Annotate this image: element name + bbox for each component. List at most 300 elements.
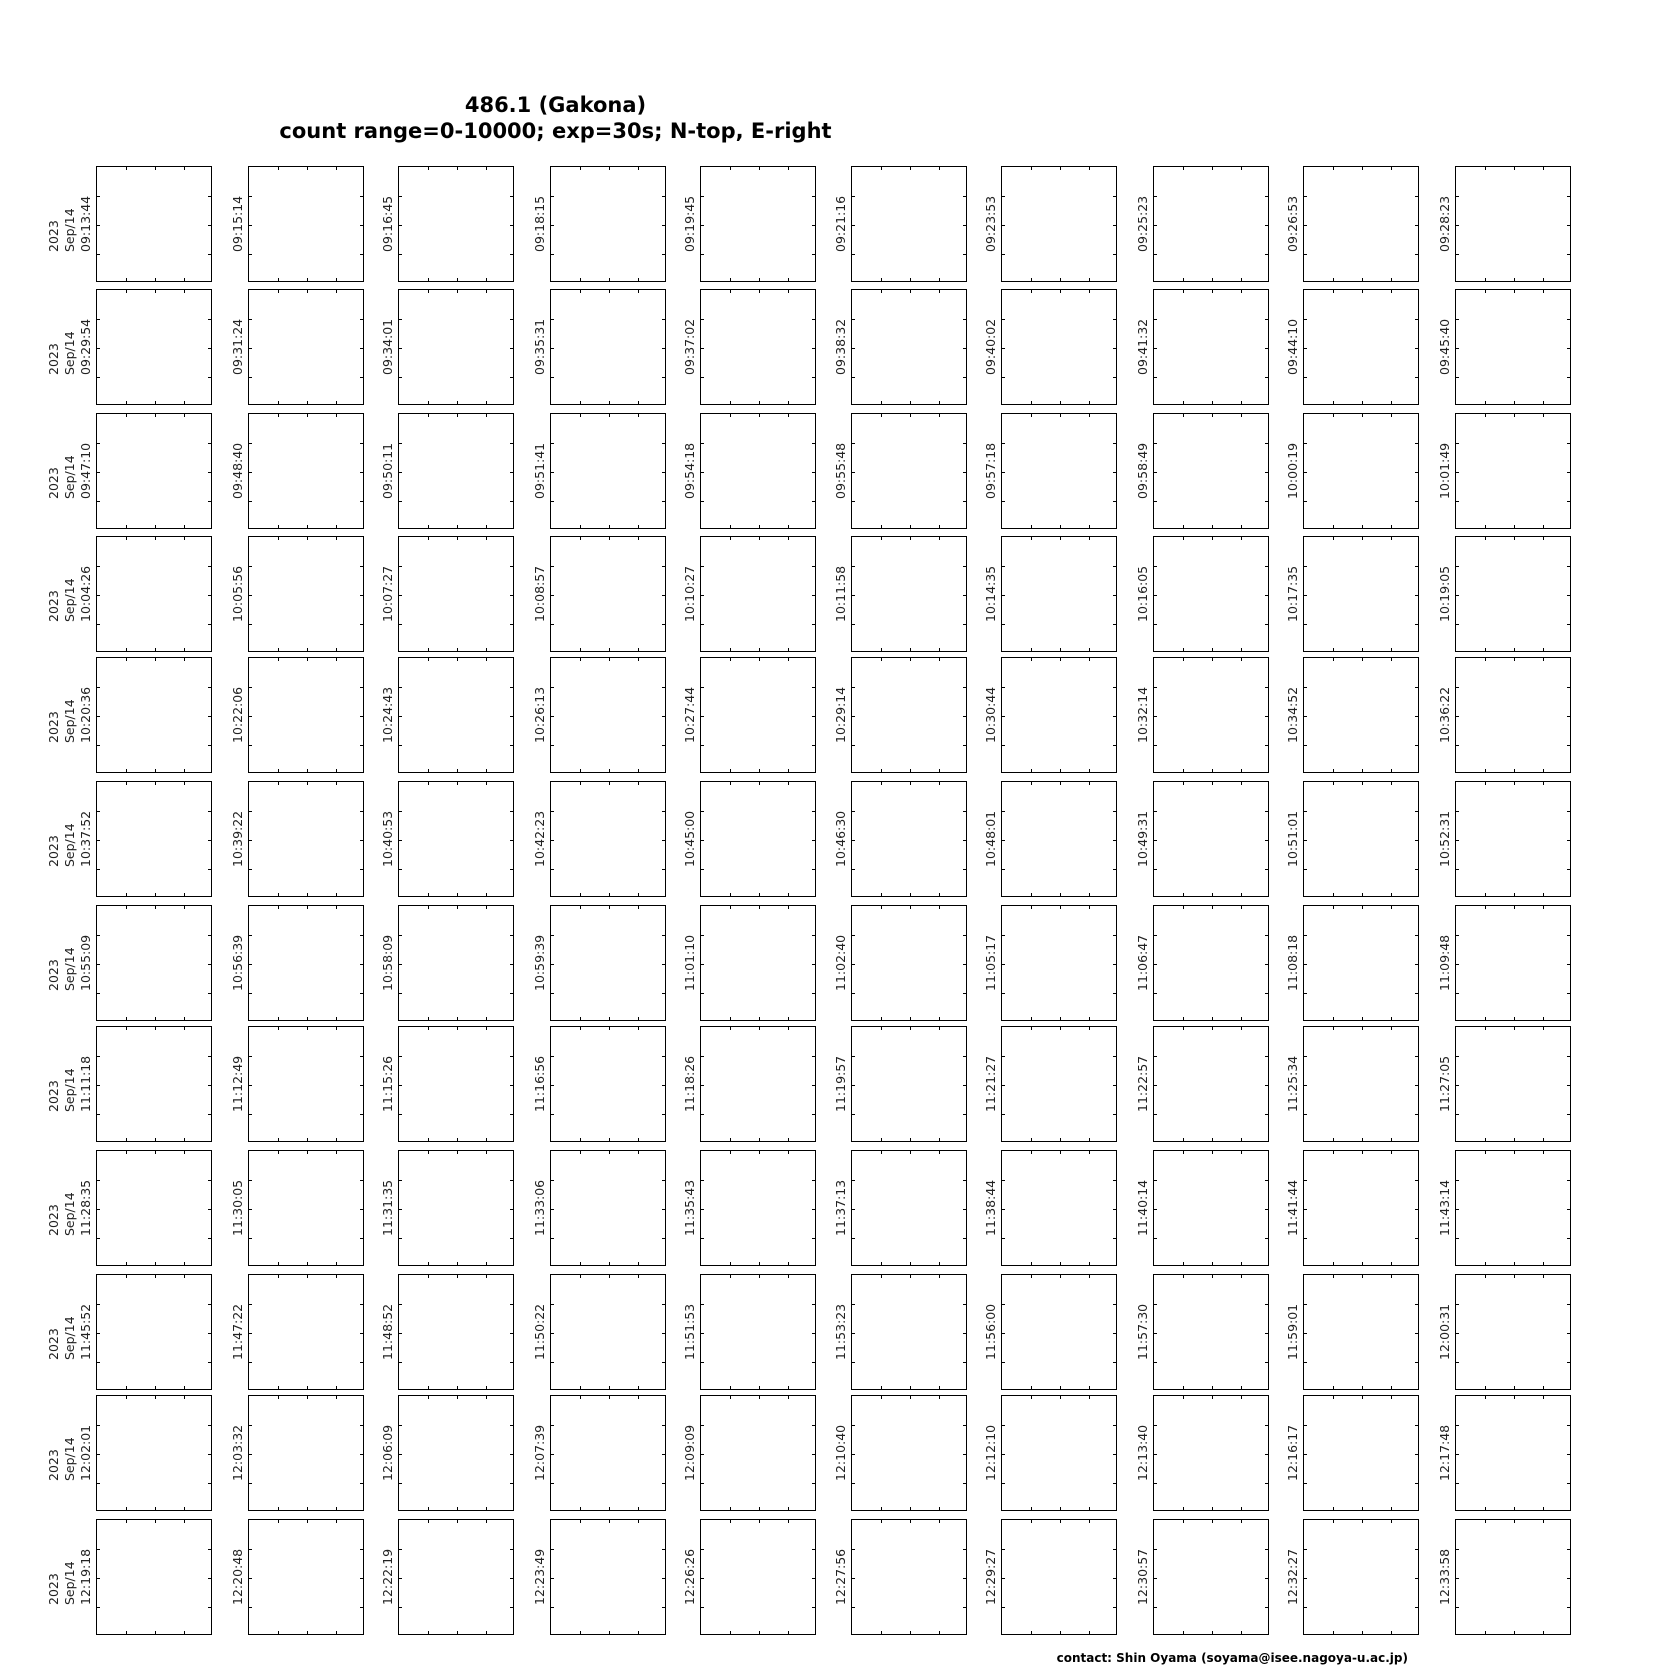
axis-tick <box>510 1304 513 1305</box>
axis-tick <box>1031 1631 1032 1634</box>
axis-tick <box>1265 1180 1268 1181</box>
axis-tick <box>1391 893 1392 896</box>
axis-tick <box>126 401 127 404</box>
panel-time-label: 10:17:35 <box>1285 565 1300 622</box>
image-panel <box>248 166 364 282</box>
image-panel <box>550 536 666 652</box>
axis-tick <box>1485 782 1486 785</box>
axis-tick <box>1089 1507 1090 1510</box>
axis-tick <box>155 648 156 651</box>
panel-time-label: 11:15:26 <box>380 1055 395 1112</box>
axis-tick <box>701 964 704 965</box>
axis-tick <box>1391 278 1392 281</box>
axis-tick <box>852 254 855 255</box>
axis-tick <box>1567 472 1570 473</box>
axis-tick <box>360 687 363 688</box>
axis-tick <box>881 1262 882 1265</box>
axis-tick <box>1154 501 1157 502</box>
axis-tick <box>580 648 581 651</box>
axis-tick <box>1415 472 1418 473</box>
axis-tick <box>1113 869 1116 870</box>
image-panel <box>550 1026 666 1142</box>
axis-tick <box>551 443 554 444</box>
chart-subtitle: count range=0-10000; exp=30s; N-top, E-right <box>279 119 832 143</box>
axis-tick <box>278 278 279 281</box>
axis-tick <box>852 869 855 870</box>
axis-tick <box>360 624 363 625</box>
axis-tick <box>1002 254 1005 255</box>
axis-tick <box>788 769 789 772</box>
axis-tick <box>1362 769 1363 772</box>
axis-tick <box>1304 964 1307 965</box>
axis-tick <box>1113 566 1116 567</box>
axis-tick <box>580 769 581 772</box>
axis-tick <box>1154 1425 1157 1426</box>
axis-tick <box>1391 769 1392 772</box>
axis-tick <box>1514 906 1515 909</box>
axis-tick <box>399 1425 402 1426</box>
axis-tick <box>1514 1631 1515 1634</box>
axis-tick <box>1241 167 1242 170</box>
axis-tick <box>428 1151 429 1154</box>
axis-tick <box>249 624 252 625</box>
axis-tick <box>126 1631 127 1634</box>
axis-tick <box>812 566 815 567</box>
axis-tick <box>1456 687 1459 688</box>
axis-tick <box>580 1017 581 1020</box>
image-panel <box>700 1150 816 1266</box>
panel-time-label: 12:29:27 <box>983 1548 998 1605</box>
axis-tick <box>963 472 966 473</box>
axis-tick <box>701 319 704 320</box>
axis-tick <box>812 840 815 841</box>
axis-tick <box>208 566 211 567</box>
axis-tick <box>730 1507 731 1510</box>
axis-tick <box>701 687 704 688</box>
axis-tick <box>580 167 581 170</box>
axis-tick <box>759 1396 760 1399</box>
axis-tick <box>580 906 581 909</box>
axis-tick <box>1456 716 1459 717</box>
axis-tick <box>1543 658 1544 661</box>
axis-tick <box>1456 319 1459 320</box>
axis-tick <box>788 1138 789 1141</box>
axis-tick <box>307 1386 308 1389</box>
panel-time-label: 10:46:30 <box>833 810 848 867</box>
axis-tick <box>852 319 855 320</box>
axis-tick <box>208 1483 211 1484</box>
axis-tick <box>278 1027 279 1030</box>
axis-tick <box>551 1607 554 1608</box>
axis-tick <box>910 278 911 281</box>
axis-tick <box>1183 167 1184 170</box>
panel-time-label: 10:08:57 <box>532 565 547 622</box>
axis-tick <box>881 1017 882 1020</box>
axis-tick <box>1060 537 1061 540</box>
axis-tick <box>1485 658 1486 661</box>
axis-tick <box>399 254 402 255</box>
axis-tick <box>1241 414 1242 417</box>
axis-tick <box>1456 1238 1459 1239</box>
axis-tick <box>963 1056 966 1057</box>
axis-tick <box>126 906 127 909</box>
axis-tick <box>1333 1017 1334 1020</box>
axis-tick <box>1241 1275 1242 1278</box>
panel-time-label: 10:14:35 <box>983 565 998 622</box>
axis-tick <box>1183 537 1184 540</box>
axis-tick <box>701 566 704 567</box>
axis-tick <box>97 935 100 936</box>
axis-tick <box>1265 254 1268 255</box>
axis-tick <box>788 1507 789 1510</box>
axis-tick <box>1265 319 1268 320</box>
axis-tick <box>1415 687 1418 688</box>
axis-tick <box>1362 1631 1363 1634</box>
axis-tick <box>910 1017 911 1020</box>
axis-tick <box>184 1507 185 1510</box>
axis-tick <box>1567 1304 1570 1305</box>
image-panel <box>700 1395 816 1511</box>
axis-tick <box>155 658 156 661</box>
axis-tick <box>1415 566 1418 567</box>
axis-tick <box>360 1114 363 1115</box>
panel-time-label: 12:13:40 <box>1135 1424 1150 1481</box>
axis-tick <box>278 290 279 293</box>
axis-tick <box>812 993 815 994</box>
axis-tick <box>1089 1275 1090 1278</box>
axis-tick <box>208 1114 211 1115</box>
axis-tick <box>1456 1578 1459 1579</box>
axis-tick <box>336 906 337 909</box>
axis-tick <box>939 1396 940 1399</box>
panel-time-label: 10:45:00 <box>682 810 697 867</box>
axis-tick <box>486 782 487 785</box>
axis-tick <box>1485 401 1486 404</box>
axis-tick <box>788 1396 789 1399</box>
image-panel <box>1303 905 1419 1021</box>
axis-tick <box>97 624 100 625</box>
axis-tick <box>1154 595 1157 596</box>
axis-tick <box>1241 648 1242 651</box>
axis-tick <box>551 687 554 688</box>
axis-tick <box>701 624 704 625</box>
image-panel <box>1153 1519 1269 1635</box>
axis-tick <box>1391 290 1392 293</box>
image-panel <box>700 1274 816 1390</box>
axis-tick <box>1543 1631 1544 1634</box>
axis-tick <box>278 1151 279 1154</box>
axis-tick <box>852 1304 855 1305</box>
image-panel <box>1153 781 1269 897</box>
axis-tick <box>184 782 185 785</box>
axis-tick <box>1113 472 1116 473</box>
axis-tick <box>1415 1362 1418 1363</box>
axis-tick <box>184 1396 185 1399</box>
axis-tick <box>852 840 855 841</box>
axis-tick <box>184 401 185 404</box>
axis-tick <box>609 658 610 661</box>
axis-tick <box>1031 1275 1032 1278</box>
axis-tick <box>701 196 704 197</box>
axis-tick <box>1031 1138 1032 1141</box>
axis-tick <box>1567 964 1570 965</box>
axis-tick <box>638 1507 639 1510</box>
axis-tick <box>662 595 665 596</box>
axis-tick <box>1543 1017 1544 1020</box>
axis-tick <box>701 1483 704 1484</box>
axis-tick <box>510 1578 513 1579</box>
axis-tick <box>551 1483 554 1484</box>
axis-tick <box>510 964 513 965</box>
axis-tick <box>307 290 308 293</box>
axis-tick <box>1154 1304 1157 1305</box>
axis-tick <box>910 1386 911 1389</box>
axis-tick <box>1415 1607 1418 1608</box>
axis-tick <box>662 319 665 320</box>
axis-tick <box>812 225 815 226</box>
axis-tick <box>759 1027 760 1030</box>
axis-tick <box>155 1262 156 1265</box>
axis-tick <box>1113 1114 1116 1115</box>
axis-tick <box>360 1483 363 1484</box>
axis-tick <box>307 648 308 651</box>
image-panel <box>248 781 364 897</box>
axis-tick <box>97 1607 100 1608</box>
axis-tick <box>307 1138 308 1141</box>
axis-tick <box>1031 167 1032 170</box>
axis-tick <box>208 687 211 688</box>
axis-tick <box>1485 414 1486 417</box>
axis-tick <box>1485 525 1486 528</box>
axis-tick <box>399 624 402 625</box>
axis-tick <box>1002 1304 1005 1305</box>
panel-time-label: 11:08:18 <box>1285 934 1300 991</box>
image-panel <box>550 657 666 773</box>
axis-tick <box>1113 1056 1116 1057</box>
axis-tick <box>551 566 554 567</box>
panel-time-label: 12:09:09 <box>682 1424 697 1481</box>
axis-tick <box>881 769 882 772</box>
axis-tick <box>1333 537 1334 540</box>
axis-tick <box>249 1549 252 1550</box>
axis-tick <box>1241 278 1242 281</box>
axis-tick <box>580 1386 581 1389</box>
axis-tick <box>1456 196 1459 197</box>
axis-tick <box>638 401 639 404</box>
axis-tick <box>812 935 815 936</box>
axis-tick <box>278 906 279 909</box>
axis-tick <box>1543 290 1544 293</box>
axis-tick <box>1265 687 1268 688</box>
image-panel <box>1001 1026 1117 1142</box>
axis-tick <box>662 935 665 936</box>
image-panel <box>1001 657 1117 773</box>
axis-tick <box>759 1631 760 1634</box>
axis-tick <box>1456 595 1459 596</box>
axis-tick <box>1089 414 1090 417</box>
axis-tick <box>155 769 156 772</box>
axis-tick <box>1514 1396 1515 1399</box>
image-panel <box>1001 1274 1117 1390</box>
panel-time-label: 10:39:22 <box>230 810 245 867</box>
axis-tick <box>701 1180 704 1181</box>
axis-tick <box>1002 840 1005 841</box>
axis-tick <box>208 811 211 812</box>
image-panel <box>248 1150 364 1266</box>
axis-tick <box>551 1056 554 1057</box>
axis-tick <box>1031 1027 1032 1030</box>
axis-tick <box>788 782 789 785</box>
axis-tick <box>812 1333 815 1334</box>
axis-tick <box>939 648 940 651</box>
axis-tick <box>551 840 554 841</box>
axis-tick <box>551 1304 554 1305</box>
axis-tick <box>510 993 513 994</box>
axis-tick <box>1089 401 1090 404</box>
axis-tick <box>1391 1631 1392 1634</box>
axis-tick <box>1002 1333 1005 1334</box>
panel-time-label: 11:06:47 <box>1135 934 1150 991</box>
axis-tick <box>1362 1507 1363 1510</box>
axis-tick <box>1362 167 1363 170</box>
axis-tick <box>1567 1114 1570 1115</box>
axis-tick <box>1002 935 1005 936</box>
axis-tick <box>1456 993 1459 994</box>
axis-tick <box>1543 1138 1544 1141</box>
axis-tick <box>1002 1607 1005 1608</box>
axis-tick <box>1415 1304 1418 1305</box>
axis-tick <box>1415 745 1418 746</box>
axis-tick <box>208 1056 211 1057</box>
axis-tick <box>486 658 487 661</box>
image-panel <box>1455 905 1571 1021</box>
axis-tick <box>1456 1304 1459 1305</box>
axis-tick <box>249 1209 252 1210</box>
axis-tick <box>963 811 966 812</box>
axis-tick <box>730 1386 731 1389</box>
axis-tick <box>249 348 252 349</box>
image-panel <box>700 1519 816 1635</box>
axis-tick <box>457 1262 458 1265</box>
axis-tick <box>97 501 100 502</box>
axis-tick <box>1567 1085 1570 1086</box>
axis-tick <box>963 1607 966 1608</box>
axis-tick <box>1485 893 1486 896</box>
axis-tick <box>1391 658 1392 661</box>
axis-tick <box>1089 537 1090 540</box>
axis-tick <box>788 906 789 909</box>
axis-tick <box>1362 1275 1363 1278</box>
panel-time-label: 09:26:53 <box>1285 195 1300 252</box>
axis-tick <box>457 893 458 896</box>
axis-tick <box>486 525 487 528</box>
axis-tick <box>910 658 911 661</box>
axis-tick <box>701 993 704 994</box>
axis-tick <box>1304 472 1307 473</box>
axis-tick <box>1485 1262 1486 1265</box>
axis-tick <box>1304 687 1307 688</box>
axis-tick <box>881 525 882 528</box>
axis-tick <box>701 1333 704 1334</box>
axis-tick <box>1113 443 1116 444</box>
axis-tick <box>278 782 279 785</box>
axis-tick <box>278 769 279 772</box>
axis-tick <box>360 1304 363 1305</box>
axis-tick <box>486 1275 487 1278</box>
axis-tick <box>208 225 211 226</box>
axis-tick <box>759 290 760 293</box>
axis-tick <box>336 414 337 417</box>
panel-time-label: 10:11:58 <box>833 565 848 622</box>
axis-tick <box>184 1386 185 1389</box>
axis-tick <box>1415 225 1418 226</box>
axis-tick <box>208 196 211 197</box>
axis-tick <box>278 525 279 528</box>
axis-tick <box>701 1425 704 1426</box>
axis-tick <box>360 840 363 841</box>
image-panel <box>398 536 514 652</box>
panel-time-label: 12:16:17 <box>1285 1424 1300 1481</box>
axis-tick <box>662 811 665 812</box>
axis-tick <box>963 1454 966 1455</box>
image-panel <box>1001 781 1117 897</box>
axis-tick <box>1183 278 1184 281</box>
axis-tick <box>1154 196 1157 197</box>
axis-tick <box>307 1396 308 1399</box>
axis-tick <box>881 167 882 170</box>
axis-tick <box>1089 769 1090 772</box>
axis-tick <box>510 869 513 870</box>
axis-tick <box>1113 1085 1116 1086</box>
axis-tick <box>155 1017 156 1020</box>
axis-tick <box>399 472 402 473</box>
axis-tick <box>812 377 815 378</box>
axis-tick <box>852 1333 855 1334</box>
axis-tick <box>1002 377 1005 378</box>
axis-tick <box>852 687 855 688</box>
axis-tick <box>428 278 429 281</box>
axis-tick <box>307 1262 308 1265</box>
axis-tick <box>1002 348 1005 349</box>
axis-tick <box>1265 935 1268 936</box>
axis-tick <box>1485 1017 1486 1020</box>
axis-tick <box>399 935 402 936</box>
axis-tick <box>939 1275 940 1278</box>
axis-tick <box>963 1578 966 1579</box>
panel-time-label: 12:32:27 <box>1285 1548 1300 1605</box>
axis-tick <box>360 716 363 717</box>
axis-tick <box>638 1520 639 1523</box>
axis-tick <box>939 769 940 772</box>
axis-tick <box>1002 443 1005 444</box>
axis-tick <box>278 1262 279 1265</box>
row-time-label: 2023 Sep/14 09:29:54 <box>46 318 93 375</box>
axis-tick <box>1113 348 1116 349</box>
axis-tick <box>963 595 966 596</box>
axis-tick <box>1212 769 1213 772</box>
axis-tick <box>1456 1362 1459 1363</box>
axis-tick <box>126 167 127 170</box>
panel-time-label: 12:17:48 <box>1437 1424 1452 1481</box>
axis-tick <box>551 225 554 226</box>
axis-tick <box>399 1549 402 1550</box>
axis-tick <box>1060 1262 1061 1265</box>
panel-time-label: 10:10:27 <box>682 565 697 622</box>
image-panel <box>851 905 967 1021</box>
axis-tick <box>1567 595 1570 596</box>
axis-tick <box>1415 377 1418 378</box>
image-panel <box>700 657 816 773</box>
